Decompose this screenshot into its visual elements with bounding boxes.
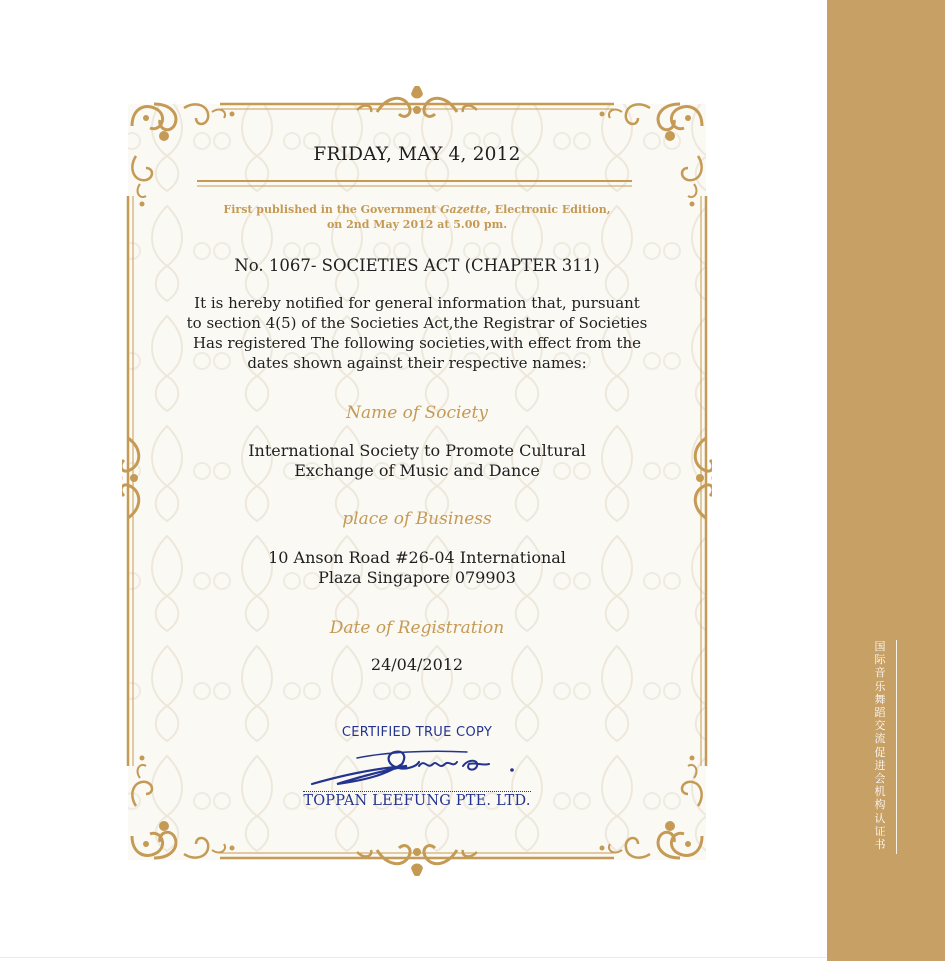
registration-date-value: 24/04/2012: [370, 655, 464, 674]
business-place-value: 10 Anson Road #26-04 International Plaza Singapore 079903: [268, 548, 566, 587]
notice-number: No. 1067- SOCIETIES ACT (CHAPTER 311): [234, 256, 600, 275]
sidebar-vertical-title: 国际音乐舞蹈交流促进会机构认证书: [874, 640, 886, 852]
society-name-label: Name of Society: [346, 403, 488, 423]
sidebar-divider: [896, 640, 897, 854]
society-name-value: International Society to Promote Cultural Exchange of Music and Dance: [248, 441, 586, 480]
registration-date-label: Date of Registration: [329, 618, 505, 638]
company-stamp: TOPPAN LEEFUNG PTE. LTD.: [303, 793, 531, 809]
certificate: [122, 86, 712, 876]
business-place-label: place of Business: [342, 509, 492, 529]
notice-body: It is hereby notified for general information that, pursuant to section 4(5) of the Societies Act,the Registrar of Societies Has registered The following societies,with effect from the dates shown against their respective names:: [186, 294, 648, 372]
certified-true-copy: CERTIFIED TRUE COPY: [341, 725, 493, 740]
gazette-date: FRIDAY, MAY 4, 2012: [313, 144, 521, 165]
publication-note: First published in the Government Gazette, Electronic Edition, on 2nd May 2012 at 5.00 pm.: [223, 203, 611, 231]
signature-icon: [307, 744, 537, 792]
page-bottom-rule: [0, 957, 827, 958]
